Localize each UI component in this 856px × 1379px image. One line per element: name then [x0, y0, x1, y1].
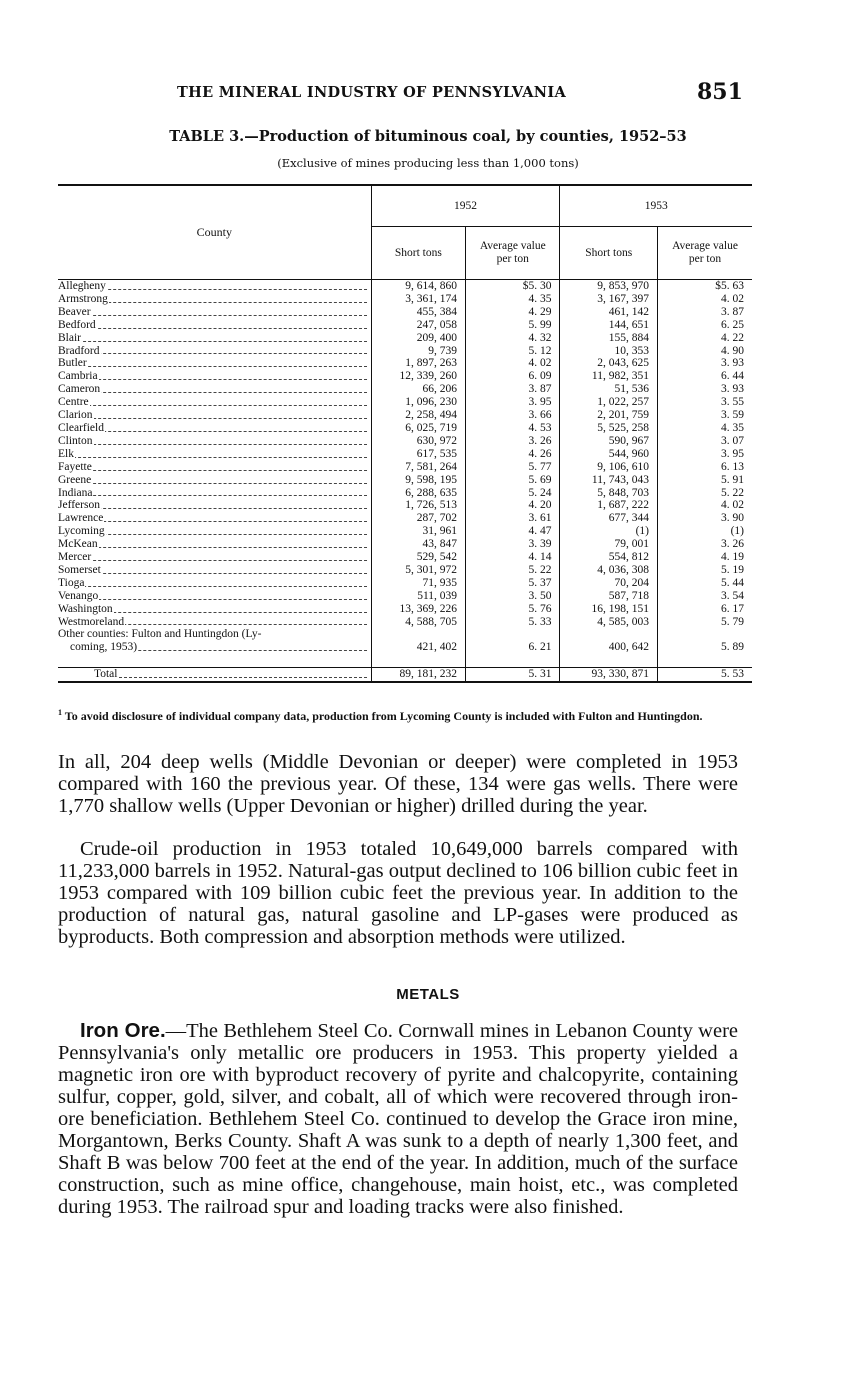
avg-value-1953-cell: 3. 87 — [721, 305, 744, 318]
county-cell: Allegheny — [58, 280, 371, 293]
avg-value-1952-cell: 5. 24 — [466, 487, 560, 500]
avg-value-1953-cell: 3. 93 — [721, 357, 744, 370]
avg-value-1953-cell: 3. 07 — [721, 434, 744, 447]
short-tons-1953-cell: 1, 687, 222 — [560, 499, 658, 512]
short-tons-1953-cell: 4, 036, 308 — [560, 564, 658, 577]
avg-value-1953-cell: 4. 02 — [721, 292, 744, 305]
avg-value-1952-cell: 4. 26 — [466, 448, 560, 461]
county-cell: Centre — [58, 396, 371, 409]
avg-value-1952-cell: 6. 09 — [466, 370, 560, 383]
avg-value-1952-cell: 4. 14 — [466, 551, 560, 564]
table-row — [58, 551, 752, 564]
paragraph-crude-oil: Crude-oil production in 1953 totaled 10,649,000 barrels compared with 11,233,000 barrels in 1952. Natural-gas output declined to 106 billion cubic feet in 1953 compared with 109 billion cubic feet the previous year. In addition to the production of natural gas, natural gasoline and LP-gases were produced as byproducts. Both compression and absorption methods were utilized. — [58, 838, 738, 948]
table-row — [58, 357, 752, 370]
short-tons-1952-cell: 1, 726, 513 — [371, 499, 465, 512]
avg-value-1953-cell: 5. 91 — [721, 473, 744, 486]
coal-production-table — [58, 184, 752, 683]
county-cell: Somerset — [58, 564, 371, 577]
county-cell: Greene — [58, 474, 371, 487]
table-footnote: $^1$ To avoid disclosure of individual company data, production from Lycoming County is included with Fulton and Huntingdon. — [58, 708, 703, 723]
short-tons-1952-cell: 6, 288, 635 — [371, 487, 465, 500]
short-tons-1953-cell: 51, 536 — [560, 383, 658, 396]
short-tons-1953-cell: 5, 848, 703 — [560, 487, 658, 500]
county-cell: Jefferson — [58, 499, 371, 512]
table-row — [58, 409, 752, 422]
county-cell: Total — [58, 668, 371, 682]
short-tons-1953-cell: 9, 106, 610 — [560, 461, 658, 474]
table-title: TABLE 3.—Production of bituminous coal, by counties, 1952–53 — [169, 128, 687, 145]
table-row-other-counties — [58, 628, 752, 654]
section-heading-metals: METALS — [396, 986, 460, 1003]
avg-value-1953-cell: (1) — [730, 525, 744, 538]
short-tons-1952-cell: 421, 402 — [371, 628, 465, 654]
county-column-header: County — [58, 185, 371, 280]
short-tons-1952-cell: 529, 542 — [371, 551, 465, 564]
year-1952-header: 1952 — [371, 185, 560, 227]
page-number: 851 — [697, 79, 743, 105]
table-row — [58, 345, 752, 358]
short-tons-1952-cell: 247, 058 — [371, 319, 465, 332]
table-row-total — [58, 668, 752, 682]
table-row — [58, 487, 752, 500]
avg-value-1953-cell: 3. 54 — [721, 589, 744, 602]
avg-value-1953-header: Average value per ton — [658, 227, 753, 280]
table-row — [58, 448, 752, 461]
short-tons-1953-cell: 9, 853, 970 — [560, 280, 658, 293]
county-cell: Clarion — [58, 409, 371, 422]
avg-value-1952-cell: 5. 76 — [466, 603, 560, 616]
avg-value-1953-cell: 3. 93 — [721, 383, 744, 396]
avg-value-1952-cell: 3. 66 — [466, 409, 560, 422]
short-tons-1952-cell: 12, 339, 260 — [371, 370, 465, 383]
avg-value-1952-cell: 5. 69 — [466, 474, 560, 487]
short-tons-1952-cell: 3, 361, 174 — [371, 293, 465, 306]
county-cell: Washington — [58, 603, 371, 616]
total-short-tons-1953: 93, 330, 871 — [560, 668, 658, 682]
short-tons-1952-cell: 1, 096, 230 — [371, 396, 465, 409]
avg-value-1953-cell: 4. 19 — [721, 551, 744, 564]
avg-value-1952-cell: 5. 12 — [466, 345, 560, 358]
table-row — [58, 280, 752, 293]
paragraph-iron-ore: Iron Ore.—The Bethlehem Steel Co. Cornwall mines in Lebanon County were Pennsylvania's only metallic ore producers in 1953. This property yielded a magnetic iron ore with byproduct recovery of pyrite and chalcopyrite, containing sulfur, copper, gold, silver, and cobalt, all of which were recovered through iron-ore beneficiation. Bethlehem Steel Co. continued to develop the Grace iron mine, Morgantown, Berks County. Shaft A was sunk to a depth of nearly 1,300 feet, and Shaft B was below 700 feet at the end of the year. In addition, much of the surface construction, such as mine office, changehouse, main hoist, etc., was completed during 1953. The railroad spur and loading tracks were also finished. — [58, 1019, 739, 1218]
county-cell: Cambria — [58, 370, 371, 383]
county-cell: Mercer — [58, 551, 371, 564]
short-tons-1953-cell: (1) — [560, 525, 658, 538]
avg-value-1952-cell: 4. 47 — [466, 525, 560, 538]
short-tons-1952-cell: 455, 384 — [371, 306, 465, 319]
iron-ore-run-in-heading: Iron Ore. — [80, 1019, 166, 1042]
table-row — [58, 577, 752, 590]
short-tons-1953-cell: 11, 743, 043 — [560, 474, 658, 487]
table-row — [58, 603, 752, 616]
short-tons-1952-cell: 1, 897, 263 — [371, 357, 465, 370]
short-tons-1952-cell: 287, 702 — [371, 512, 465, 525]
avg-value-1952-cell: 4. 53 — [466, 422, 560, 435]
avg-value-1953-cell: 4. 22 — [721, 331, 744, 344]
avg-value-1952-cell: 3. 26 — [466, 435, 560, 448]
short-tons-1953-cell: 544, 960 — [560, 448, 658, 461]
short-tons-1952-cell: 630, 972 — [371, 435, 465, 448]
avg-value-1952-cell: 5. 33 — [466, 616, 560, 629]
avg-value-1953-cell: 5. 22 — [721, 486, 744, 499]
short-tons-1953-cell: 3, 167, 397 — [560, 293, 658, 306]
county-cell: Butler — [58, 357, 371, 370]
table-row — [58, 319, 752, 332]
paragraph-wells: In all, 204 deep wells (Middle Devonian or deeper) were completed in 1953 compared with 160 the previous year. Of these, 134 were gas wells. There were 1,770 shallow wells (Upper Devonian or higher) drilled during the year. — [58, 751, 738, 817]
county-cell: Clearfield — [58, 422, 371, 435]
short-tons-1952-cell: 209, 400 — [371, 332, 465, 345]
county-cell: Cameron — [58, 383, 371, 396]
table-row — [58, 512, 752, 525]
running-head: THE MINERAL INDUSTRY OF PENNSYLVANIA — [177, 84, 566, 101]
short-tons-1952-cell: 71, 935 — [371, 577, 465, 590]
avg-value-1953-cell: 6. 17 — [721, 602, 744, 615]
avg-value-1952-cell: 3. 61 — [466, 512, 560, 525]
avg-value-1952-cell: $5. 30 — [466, 280, 560, 293]
avg-value-1952-cell: 3. 50 — [466, 590, 560, 603]
avg-value-1953-cell: 6. 44 — [721, 370, 744, 383]
county-cell: McKean — [58, 538, 371, 551]
short-tons-1953-cell: 554, 812 — [560, 551, 658, 564]
avg-value-1953-cell: 3. 55 — [721, 396, 744, 409]
avg-value-1953-cell: 3. 90 — [721, 512, 744, 525]
table-row — [58, 499, 752, 512]
avg-value-1953-cell: 6. 13 — [721, 460, 744, 473]
table-row — [58, 370, 752, 383]
short-tons-1953-cell: 587, 718 — [560, 590, 658, 603]
avg-value-1953-cell: 3. 95 — [721, 447, 744, 460]
county-cell: Blair — [58, 332, 371, 345]
avg-value-1953-cell: 5. 44 — [721, 576, 744, 589]
county-cell: Bradford — [58, 345, 371, 358]
short-tons-1953-cell: 2, 201, 759 — [560, 409, 658, 422]
short-tons-1952-cell: 43, 847 — [371, 538, 465, 551]
avg-value-1952-cell: 3. 87 — [466, 383, 560, 396]
avg-value-1953-cell: 4. 90 — [721, 344, 744, 357]
avg-value-1952-header: Average value per ton — [466, 227, 560, 280]
short-tons-1953-cell: 2, 043, 625 — [560, 357, 658, 370]
table-row — [58, 396, 752, 409]
county-cell: Clinton — [58, 435, 371, 448]
short-tons-1952-cell: 9, 739 — [371, 345, 465, 358]
county-cell: Venango — [58, 590, 371, 603]
county-cell: Armstrong — [58, 293, 371, 306]
avg-value-1953-cell: 5. 19 — [721, 563, 744, 576]
table-row — [58, 306, 752, 319]
short-tons-1953-cell: 79, 001 — [560, 538, 658, 551]
short-tons-1952-cell: 4, 588, 705 — [371, 616, 465, 629]
short-tons-1952-cell: 9, 598, 195 — [371, 474, 465, 487]
table-row — [58, 538, 752, 551]
short-tons-1953-cell: 461, 142 — [560, 306, 658, 319]
avg-value-1952-cell: 5. 77 — [466, 461, 560, 474]
short-tons-1952-header: Short tons — [371, 227, 465, 280]
county-cell: Westmoreland — [58, 616, 371, 629]
table-row — [58, 293, 752, 306]
avg-value-1953-cell: 4. 35 — [721, 421, 744, 434]
avg-value-1952-cell: 4. 20 — [466, 499, 560, 512]
avg-value-1952-cell: 4. 29 — [466, 306, 560, 319]
table-row — [58, 564, 752, 577]
total-avg-value-1953: 5. 53 — [658, 668, 753, 682]
short-tons-1952-cell: 617, 535 — [371, 448, 465, 461]
avg-value-1952-cell: 4. 35 — [466, 293, 560, 306]
county-cell: Beaver — [58, 306, 371, 319]
table-row — [58, 332, 752, 345]
table-row — [58, 474, 752, 487]
short-tons-1953-cell: 155, 884 — [560, 332, 658, 345]
avg-value-1953-cell: 4. 02 — [721, 499, 744, 512]
short-tons-1953-cell: 590, 967 — [560, 435, 658, 448]
short-tons-1952-cell: 9, 614, 860 — [371, 280, 465, 293]
short-tons-1952-cell: 5, 301, 972 — [371, 564, 465, 577]
county-cell: Lawrence — [58, 512, 371, 525]
short-tons-1953-cell: 400, 642 — [560, 628, 658, 654]
table-subtitle: (Exclusive of mines producing less than 1,000 tons) — [277, 156, 579, 170]
county-cell: Lycoming — [58, 525, 371, 538]
county-cell: Fayette — [58, 461, 371, 474]
table-row — [58, 383, 752, 396]
short-tons-1953-cell: 70, 204 — [560, 577, 658, 590]
avg-value-1953-cell: $5. 63 — [715, 280, 744, 292]
short-tons-1953-cell: 677, 344 — [560, 512, 658, 525]
short-tons-1953-cell: 144, 651 — [560, 319, 658, 332]
table-row — [58, 422, 752, 435]
total-avg-value-1952: 5. 31 — [466, 668, 560, 682]
short-tons-1952-cell: 66, 206 — [371, 383, 465, 396]
short-tons-1953-cell: 16, 198, 151 — [560, 603, 658, 616]
avg-value-1953-cell: 6. 25 — [721, 318, 744, 331]
avg-value-1953-cell: 5. 89 — [721, 641, 744, 654]
avg-value-1953-cell: 3. 59 — [721, 409, 744, 422]
avg-value-1952-cell: 5. 37 — [466, 577, 560, 590]
avg-value-1953-cell: 5. 79 — [721, 615, 744, 628]
table-row — [58, 461, 752, 474]
short-tons-1953-cell: 10, 353 — [560, 345, 658, 358]
short-tons-1953-header: Short tons — [560, 227, 658, 280]
table-row — [58, 616, 752, 629]
avg-value-1952-cell: 3. 95 — [466, 396, 560, 409]
county-cell: Bedford — [58, 319, 371, 332]
avg-value-1953-cell: 3. 26 — [721, 538, 744, 551]
table-body — [58, 280, 752, 683]
short-tons-1952-cell: 6, 025, 719 — [371, 422, 465, 435]
short-tons-1953-cell: 11, 982, 351 — [560, 370, 658, 383]
county-cell: Tioga — [58, 577, 371, 590]
avg-value-1952-cell: 3. 39 — [466, 538, 560, 551]
county-cell: Elk — [58, 448, 371, 461]
county-cell: Indiana — [58, 487, 371, 500]
table-row — [58, 590, 752, 603]
avg-value-1952-cell: 6. 21 — [466, 628, 560, 654]
short-tons-1952-cell: 31, 961 — [371, 525, 465, 538]
avg-value-1952-cell: 5. 22 — [466, 564, 560, 577]
short-tons-1952-cell: 511, 039 — [371, 590, 465, 603]
short-tons-1953-cell: 4, 585, 003 — [560, 616, 658, 629]
short-tons-1953-cell: 5, 525, 258 — [560, 422, 658, 435]
short-tons-1952-cell: 2, 258, 494 — [371, 409, 465, 422]
total-short-tons-1952: 89, 181, 232 — [371, 668, 465, 682]
year-1953-header: 1953 — [560, 185, 752, 227]
avg-value-1952-cell: 4. 02 — [466, 357, 560, 370]
short-tons-1953-cell: 1, 022, 257 — [560, 396, 658, 409]
county-cell: Other counties: Fulton and Huntingdon (Ly- coming, 1953) — [58, 628, 371, 654]
short-tons-1952-cell: 13, 369, 226 — [371, 603, 465, 616]
short-tons-1952-cell: 7, 581, 264 — [371, 461, 465, 474]
table-row — [58, 435, 752, 448]
table-row — [58, 525, 752, 538]
avg-value-1952-cell: 4. 32 — [466, 332, 560, 345]
avg-value-1952-cell: 5. 99 — [466, 319, 560, 332]
